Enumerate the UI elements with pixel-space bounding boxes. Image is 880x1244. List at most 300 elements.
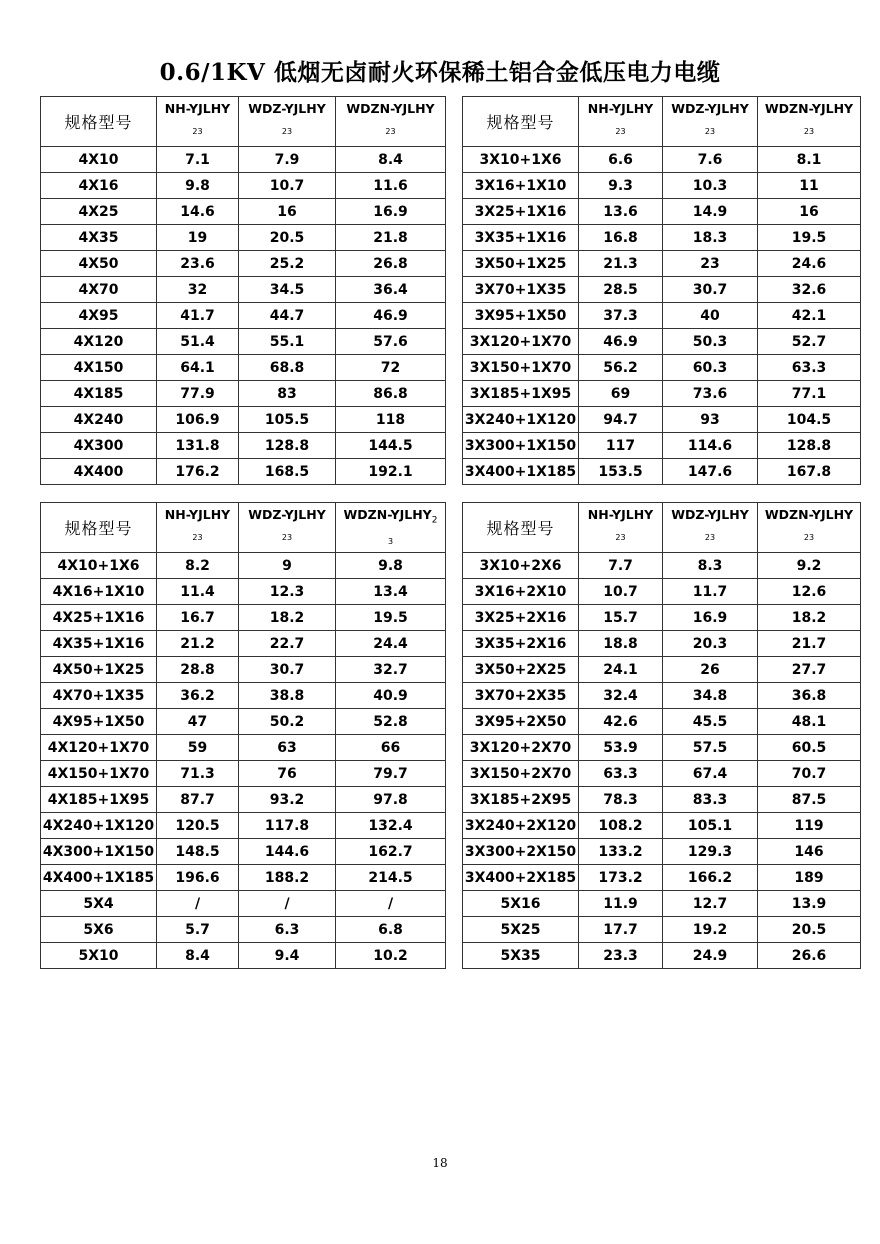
value-cell: 48.1 bbox=[758, 709, 861, 735]
value-cell: 57.6 bbox=[336, 329, 446, 355]
spec-cell: 3X400+1X185 bbox=[463, 459, 579, 485]
value-cell: 10.7 bbox=[579, 579, 663, 605]
value-cell: 162.7 bbox=[336, 839, 446, 865]
value-cell: 46.9 bbox=[579, 329, 663, 355]
value-cell: 144.6 bbox=[239, 839, 336, 865]
value-cell: 214.5 bbox=[336, 865, 446, 891]
value-cell: 10.3 bbox=[663, 173, 758, 199]
spec-cell: 3X16+1X10 bbox=[463, 173, 579, 199]
column-header bbox=[336, 503, 446, 553]
table-row bbox=[463, 891, 861, 917]
value-cell: 11.9 bbox=[579, 891, 663, 917]
column-header-subscript: 23 bbox=[704, 127, 716, 136]
value-cell: 9.2 bbox=[758, 553, 861, 579]
value-cell: 47 bbox=[157, 709, 239, 735]
value-cell: 118 bbox=[336, 407, 446, 433]
value-cell: 93.2 bbox=[239, 787, 336, 813]
value-cell: 40 bbox=[663, 303, 758, 329]
header-row bbox=[41, 97, 446, 147]
value-cell: 7.7 bbox=[579, 553, 663, 579]
value-cell: / bbox=[239, 891, 336, 917]
value-cell: 168.5 bbox=[239, 459, 336, 485]
table-row bbox=[41, 683, 446, 709]
value-cell: 52.8 bbox=[336, 709, 446, 735]
value-cell: 20.5 bbox=[239, 225, 336, 251]
table-row bbox=[463, 433, 861, 459]
table-row bbox=[41, 553, 446, 579]
value-cell: 188.2 bbox=[239, 865, 336, 891]
value-cell: 167.8 bbox=[758, 459, 861, 485]
spec-cell: 4X25+1X16 bbox=[41, 605, 157, 631]
table-row bbox=[41, 303, 446, 329]
spec-cell: 4X150 bbox=[41, 355, 157, 381]
table-row bbox=[41, 225, 446, 251]
table-row bbox=[41, 709, 446, 735]
value-cell: 10.7 bbox=[239, 173, 336, 199]
spec-cell: 4X120+1X70 bbox=[41, 735, 157, 761]
spec-cell: 4X10+1X6 bbox=[41, 553, 157, 579]
value-cell: 64.1 bbox=[157, 355, 239, 381]
column-header-label: NH-YJLHY bbox=[587, 507, 654, 522]
value-cell: 72 bbox=[336, 355, 446, 381]
value-cell: 21.8 bbox=[336, 225, 446, 251]
column-header-subscript: 23 bbox=[281, 533, 293, 542]
table-row bbox=[41, 865, 446, 891]
value-cell: 19.2 bbox=[663, 917, 758, 943]
value-cell: 71.3 bbox=[157, 761, 239, 787]
spec-cell: 4X35+1X16 bbox=[41, 631, 157, 657]
value-cell: 73.6 bbox=[663, 381, 758, 407]
value-cell: 59 bbox=[157, 735, 239, 761]
value-cell: 8.4 bbox=[336, 147, 446, 173]
page-number: 18 bbox=[432, 1156, 448, 1170]
value-cell: 23.3 bbox=[579, 943, 663, 969]
table-row bbox=[463, 657, 861, 683]
value-cell: 13.6 bbox=[579, 199, 663, 225]
value-cell: 9.8 bbox=[157, 173, 239, 199]
value-cell: 129.3 bbox=[663, 839, 758, 865]
spec-cell: 3X400+2X185 bbox=[463, 865, 579, 891]
value-cell: 120.5 bbox=[157, 813, 239, 839]
value-cell: 25.2 bbox=[239, 251, 336, 277]
value-cell: 105.1 bbox=[663, 813, 758, 839]
column-header-subscript: 3 bbox=[387, 536, 394, 546]
value-cell: 12.6 bbox=[758, 579, 861, 605]
table-row bbox=[463, 251, 861, 277]
spec-cell: 4X70+1X35 bbox=[41, 683, 157, 709]
value-cell: 53.9 bbox=[579, 735, 663, 761]
spec-cell: 3X16+2X10 bbox=[463, 579, 579, 605]
value-cell: 148.5 bbox=[157, 839, 239, 865]
value-cell: 24.9 bbox=[663, 943, 758, 969]
value-cell: 18.2 bbox=[239, 605, 336, 631]
column-header-subscript: 23 bbox=[192, 127, 203, 136]
table-row bbox=[463, 943, 861, 969]
spec-column-header: 规格型号 bbox=[463, 503, 579, 553]
column-header-subscript: 23 bbox=[385, 127, 396, 136]
table-row bbox=[41, 657, 446, 683]
value-cell: 9.3 bbox=[579, 173, 663, 199]
value-cell: 11 bbox=[758, 173, 861, 199]
spec-cell: 3X240+1X120 bbox=[463, 407, 579, 433]
value-cell: 51.4 bbox=[157, 329, 239, 355]
value-cell: 55.1 bbox=[239, 329, 336, 355]
value-cell: 147.6 bbox=[663, 459, 758, 485]
table-row bbox=[463, 917, 861, 943]
column-header-label: WDZN-YJLHY bbox=[346, 101, 435, 116]
value-cell: 77.9 bbox=[157, 381, 239, 407]
spec-cell: 4X95+1X50 bbox=[41, 709, 157, 735]
value-cell: 45.5 bbox=[663, 709, 758, 735]
value-cell: 19 bbox=[157, 225, 239, 251]
value-cell: 16.7 bbox=[157, 605, 239, 631]
value-cell: 18.3 bbox=[663, 225, 758, 251]
value-cell: 24.6 bbox=[758, 251, 861, 277]
value-cell: 132.4 bbox=[336, 813, 446, 839]
value-cell: 24.1 bbox=[579, 657, 663, 683]
value-cell: 70.7 bbox=[758, 761, 861, 787]
value-cell: 36.2 bbox=[157, 683, 239, 709]
value-cell: 22.7 bbox=[239, 631, 336, 657]
table-row bbox=[41, 579, 446, 605]
value-cell: 68.8 bbox=[239, 355, 336, 381]
table-row bbox=[463, 631, 861, 657]
value-cell: 23 bbox=[663, 251, 758, 277]
value-cell: 66 bbox=[336, 735, 446, 761]
value-cell: 14.9 bbox=[663, 199, 758, 225]
value-cell: 173.2 bbox=[579, 865, 663, 891]
column-header bbox=[579, 97, 663, 147]
value-cell: 12.7 bbox=[663, 891, 758, 917]
column-header-label: WDZ-YJLHY bbox=[671, 101, 749, 116]
value-cell: 176.2 bbox=[157, 459, 239, 485]
column-header bbox=[758, 97, 861, 147]
table-row bbox=[41, 605, 446, 631]
spec-cell: 4X300+1X150 bbox=[41, 839, 157, 865]
value-cell: 7.6 bbox=[663, 147, 758, 173]
table-row bbox=[41, 787, 446, 813]
value-cell: 8.3 bbox=[663, 553, 758, 579]
table-row bbox=[41, 251, 446, 277]
value-cell: 38.8 bbox=[239, 683, 336, 709]
value-cell: 26.6 bbox=[758, 943, 861, 969]
value-cell: 9.8 bbox=[336, 553, 446, 579]
column-header-subscript: 23 bbox=[803, 533, 815, 542]
spec-cell: 4X95 bbox=[41, 303, 157, 329]
column-header-subscript: 23 bbox=[615, 127, 626, 136]
table-row bbox=[41, 173, 446, 199]
spec-cell: 3X10+2X6 bbox=[463, 553, 579, 579]
value-cell: 40.9 bbox=[336, 683, 446, 709]
table-row bbox=[41, 735, 446, 761]
value-cell: 42.1 bbox=[758, 303, 861, 329]
value-cell: 6.6 bbox=[579, 147, 663, 173]
value-cell: 63.3 bbox=[579, 761, 663, 787]
value-cell: 87.7 bbox=[157, 787, 239, 813]
value-cell: 11.4 bbox=[157, 579, 239, 605]
value-cell: 94.7 bbox=[579, 407, 663, 433]
table-row bbox=[463, 147, 861, 173]
value-cell: 87.5 bbox=[758, 787, 861, 813]
spec-table-bottom-left bbox=[40, 502, 446, 969]
spec-cell: 3X185+2X95 bbox=[463, 787, 579, 813]
column-header bbox=[663, 97, 758, 147]
table-row bbox=[41, 147, 446, 173]
value-cell: 34.8 bbox=[663, 683, 758, 709]
table-row bbox=[463, 355, 861, 381]
column-header-label: NH-YJLHY bbox=[164, 101, 231, 116]
column-header bbox=[336, 97, 446, 147]
value-cell: 28.5 bbox=[579, 277, 663, 303]
value-cell: 42.6 bbox=[579, 709, 663, 735]
spec-cell: 4X16+1X10 bbox=[41, 579, 157, 605]
spec-cell: 4X400 bbox=[41, 459, 157, 485]
header-row bbox=[463, 97, 861, 147]
value-cell: 21.2 bbox=[157, 631, 239, 657]
spec-cell: 3X50+1X25 bbox=[463, 251, 579, 277]
table-row bbox=[463, 381, 861, 407]
table-row bbox=[41, 891, 446, 917]
column-header-subscript: 23 bbox=[704, 533, 716, 542]
value-cell: 144.5 bbox=[336, 433, 446, 459]
table-row bbox=[463, 303, 861, 329]
value-cell: / bbox=[336, 891, 446, 917]
value-cell: 50.2 bbox=[239, 709, 336, 735]
spec-cell: 3X50+2X25 bbox=[463, 657, 579, 683]
value-cell: 27.7 bbox=[758, 657, 861, 683]
value-cell: 128.8 bbox=[239, 433, 336, 459]
value-cell: 32.4 bbox=[579, 683, 663, 709]
spec-cell: 4X150+1X70 bbox=[41, 761, 157, 787]
column-header-label: WDZ-YJLHY bbox=[248, 101, 326, 116]
value-cell: 119 bbox=[758, 813, 861, 839]
value-cell: 60.3 bbox=[663, 355, 758, 381]
spec-cell: 3X35+2X16 bbox=[463, 631, 579, 657]
value-cell: 36.4 bbox=[336, 277, 446, 303]
value-cell: 166.2 bbox=[663, 865, 758, 891]
table-row bbox=[41, 943, 446, 969]
column-header bbox=[239, 97, 336, 147]
spec-cell: 4X185 bbox=[41, 381, 157, 407]
spec-column-header: 规格型号 bbox=[41, 97, 157, 147]
value-cell: 128.8 bbox=[758, 433, 861, 459]
value-cell: 28.8 bbox=[157, 657, 239, 683]
table-row bbox=[41, 355, 446, 381]
spec-cell: 4X35 bbox=[41, 225, 157, 251]
spec-cell: 4X240 bbox=[41, 407, 157, 433]
column-header-label: NH-YJLHY bbox=[164, 507, 231, 522]
value-cell: 23.6 bbox=[157, 251, 239, 277]
table-row bbox=[463, 605, 861, 631]
spec-cell: 3X240+2X120 bbox=[463, 813, 579, 839]
table-row bbox=[41, 381, 446, 407]
table-row bbox=[463, 813, 861, 839]
spec-cell: 4X185+1X95 bbox=[41, 787, 157, 813]
value-cell: 189 bbox=[758, 865, 861, 891]
table-row bbox=[463, 329, 861, 355]
value-cell: 8.1 bbox=[758, 147, 861, 173]
value-cell: 7.9 bbox=[239, 147, 336, 173]
column-header bbox=[157, 97, 239, 147]
table-row bbox=[41, 329, 446, 355]
value-cell: 15.7 bbox=[579, 605, 663, 631]
table-row bbox=[41, 199, 446, 225]
table-row bbox=[463, 459, 861, 485]
value-cell: 146 bbox=[758, 839, 861, 865]
value-cell: 17.7 bbox=[579, 917, 663, 943]
value-cell: 79.7 bbox=[336, 761, 446, 787]
spec-cell: 3X35+1X16 bbox=[463, 225, 579, 251]
value-cell: 86.8 bbox=[336, 381, 446, 407]
table-row bbox=[463, 199, 861, 225]
value-cell: 14.6 bbox=[157, 199, 239, 225]
value-cell: 36.8 bbox=[758, 683, 861, 709]
table-row bbox=[41, 277, 446, 303]
table-row bbox=[463, 683, 861, 709]
spec-cell: 3X120+1X70 bbox=[463, 329, 579, 355]
spec-cell: 4X70 bbox=[41, 277, 157, 303]
value-cell: 44.7 bbox=[239, 303, 336, 329]
value-cell: 18.2 bbox=[758, 605, 861, 631]
spec-cell: 3X150+2X70 bbox=[463, 761, 579, 787]
value-cell: 105.5 bbox=[239, 407, 336, 433]
table-row bbox=[463, 277, 861, 303]
value-cell: 77.1 bbox=[758, 381, 861, 407]
spec-cell: 5X4 bbox=[41, 891, 157, 917]
value-cell: 83 bbox=[239, 381, 336, 407]
value-cell: 78.3 bbox=[579, 787, 663, 813]
value-cell: 20.5 bbox=[758, 917, 861, 943]
column-header-suffix: 2 bbox=[431, 515, 438, 526]
value-cell: 37.3 bbox=[579, 303, 663, 329]
column-header-label: WDZN-YJLHY bbox=[343, 507, 432, 522]
value-cell: 153.5 bbox=[579, 459, 663, 485]
value-cell: 6.8 bbox=[336, 917, 446, 943]
value-cell: 6.3 bbox=[239, 917, 336, 943]
header-row bbox=[41, 503, 446, 553]
spec-cell: 3X185+1X95 bbox=[463, 381, 579, 407]
column-header-label: WDZN-YJLHY bbox=[764, 507, 854, 522]
spec-cell: 3X70+1X35 bbox=[463, 277, 579, 303]
table-row bbox=[41, 761, 446, 787]
value-cell: 106.9 bbox=[157, 407, 239, 433]
table-row bbox=[41, 631, 446, 657]
value-cell: 11.6 bbox=[336, 173, 446, 199]
spec-cell: 3X120+2X70 bbox=[463, 735, 579, 761]
value-cell: 8.4 bbox=[157, 943, 239, 969]
value-cell: 104.5 bbox=[758, 407, 861, 433]
table-row bbox=[463, 225, 861, 251]
table-row bbox=[41, 839, 446, 865]
value-cell: 76 bbox=[239, 761, 336, 787]
value-cell: 114.6 bbox=[663, 433, 758, 459]
table-row bbox=[463, 761, 861, 787]
value-cell: / bbox=[157, 891, 239, 917]
table-row bbox=[463, 579, 861, 605]
value-cell: 41.7 bbox=[157, 303, 239, 329]
value-cell: 19.5 bbox=[758, 225, 861, 251]
value-cell: 97.8 bbox=[336, 787, 446, 813]
spec-cell: 5X25 bbox=[463, 917, 579, 943]
table-row bbox=[463, 839, 861, 865]
spec-cell: 3X150+1X70 bbox=[463, 355, 579, 381]
table-row bbox=[41, 917, 446, 943]
spec-cell: 4X50 bbox=[41, 251, 157, 277]
column-header bbox=[663, 503, 758, 553]
value-cell: 9 bbox=[239, 553, 336, 579]
value-cell: 67.4 bbox=[663, 761, 758, 787]
spec-cell: 4X10 bbox=[41, 147, 157, 173]
column-header bbox=[239, 503, 336, 553]
spec-table-top-right bbox=[462, 96, 861, 485]
value-cell: 117.8 bbox=[239, 813, 336, 839]
value-cell: 32 bbox=[157, 277, 239, 303]
spec-cell: 3X300+2X150 bbox=[463, 839, 579, 865]
value-cell: 69 bbox=[579, 381, 663, 407]
table-row bbox=[41, 813, 446, 839]
value-cell: 11.7 bbox=[663, 579, 758, 605]
value-cell: 83.3 bbox=[663, 787, 758, 813]
spec-cell: 3X300+1X150 bbox=[463, 433, 579, 459]
value-cell: 192.1 bbox=[336, 459, 446, 485]
spec-cell: 5X35 bbox=[463, 943, 579, 969]
spec-table-top-left bbox=[40, 96, 446, 485]
value-cell: 131.8 bbox=[157, 433, 239, 459]
spec-cell: 4X16 bbox=[41, 173, 157, 199]
value-cell: 63 bbox=[239, 735, 336, 761]
value-cell: 19.5 bbox=[336, 605, 446, 631]
spec-cell: 4X240+1X120 bbox=[41, 813, 157, 839]
value-cell: 60.5 bbox=[758, 735, 861, 761]
value-cell: 32.7 bbox=[336, 657, 446, 683]
table-row bbox=[41, 433, 446, 459]
value-cell: 196.6 bbox=[157, 865, 239, 891]
column-header-label: WDZN-YJLHY bbox=[764, 101, 854, 116]
table-row bbox=[41, 407, 446, 433]
value-cell: 5.7 bbox=[157, 917, 239, 943]
value-cell: 10.2 bbox=[336, 943, 446, 969]
value-cell: 18.8 bbox=[579, 631, 663, 657]
spec-cell: 3X25+1X16 bbox=[463, 199, 579, 225]
value-cell: 30.7 bbox=[239, 657, 336, 683]
value-cell: 63.3 bbox=[758, 355, 861, 381]
spec-cell: 4X120 bbox=[41, 329, 157, 355]
value-cell: 7.1 bbox=[157, 147, 239, 173]
spec-cell: 3X10+1X6 bbox=[463, 147, 579, 173]
value-cell: 56.2 bbox=[579, 355, 663, 381]
column-header-subscript: 23 bbox=[281, 127, 293, 136]
value-cell: 21.3 bbox=[579, 251, 663, 277]
value-cell: 133.2 bbox=[579, 839, 663, 865]
value-cell: 26.8 bbox=[336, 251, 446, 277]
value-cell: 108.2 bbox=[579, 813, 663, 839]
value-cell: 16.8 bbox=[579, 225, 663, 251]
column-header-subscript: 23 bbox=[192, 533, 203, 542]
value-cell: 13.4 bbox=[336, 579, 446, 605]
page-title: 0.6/1KV 低烟无卤耐火环保稀土铝合金低压电力电缆 bbox=[159, 59, 721, 86]
value-cell: 46.9 bbox=[336, 303, 446, 329]
column-header-label: WDZ-YJLHY bbox=[248, 507, 326, 522]
column-header-subscript: 23 bbox=[615, 533, 626, 542]
value-cell: 34.5 bbox=[239, 277, 336, 303]
spec-cell: 3X95+2X50 bbox=[463, 709, 579, 735]
spec-cell: 3X70+2X35 bbox=[463, 683, 579, 709]
spec-cell: 5X10 bbox=[41, 943, 157, 969]
value-cell: 52.7 bbox=[758, 329, 861, 355]
column-header bbox=[157, 503, 239, 553]
value-cell: 21.7 bbox=[758, 631, 861, 657]
value-cell: 16 bbox=[239, 199, 336, 225]
